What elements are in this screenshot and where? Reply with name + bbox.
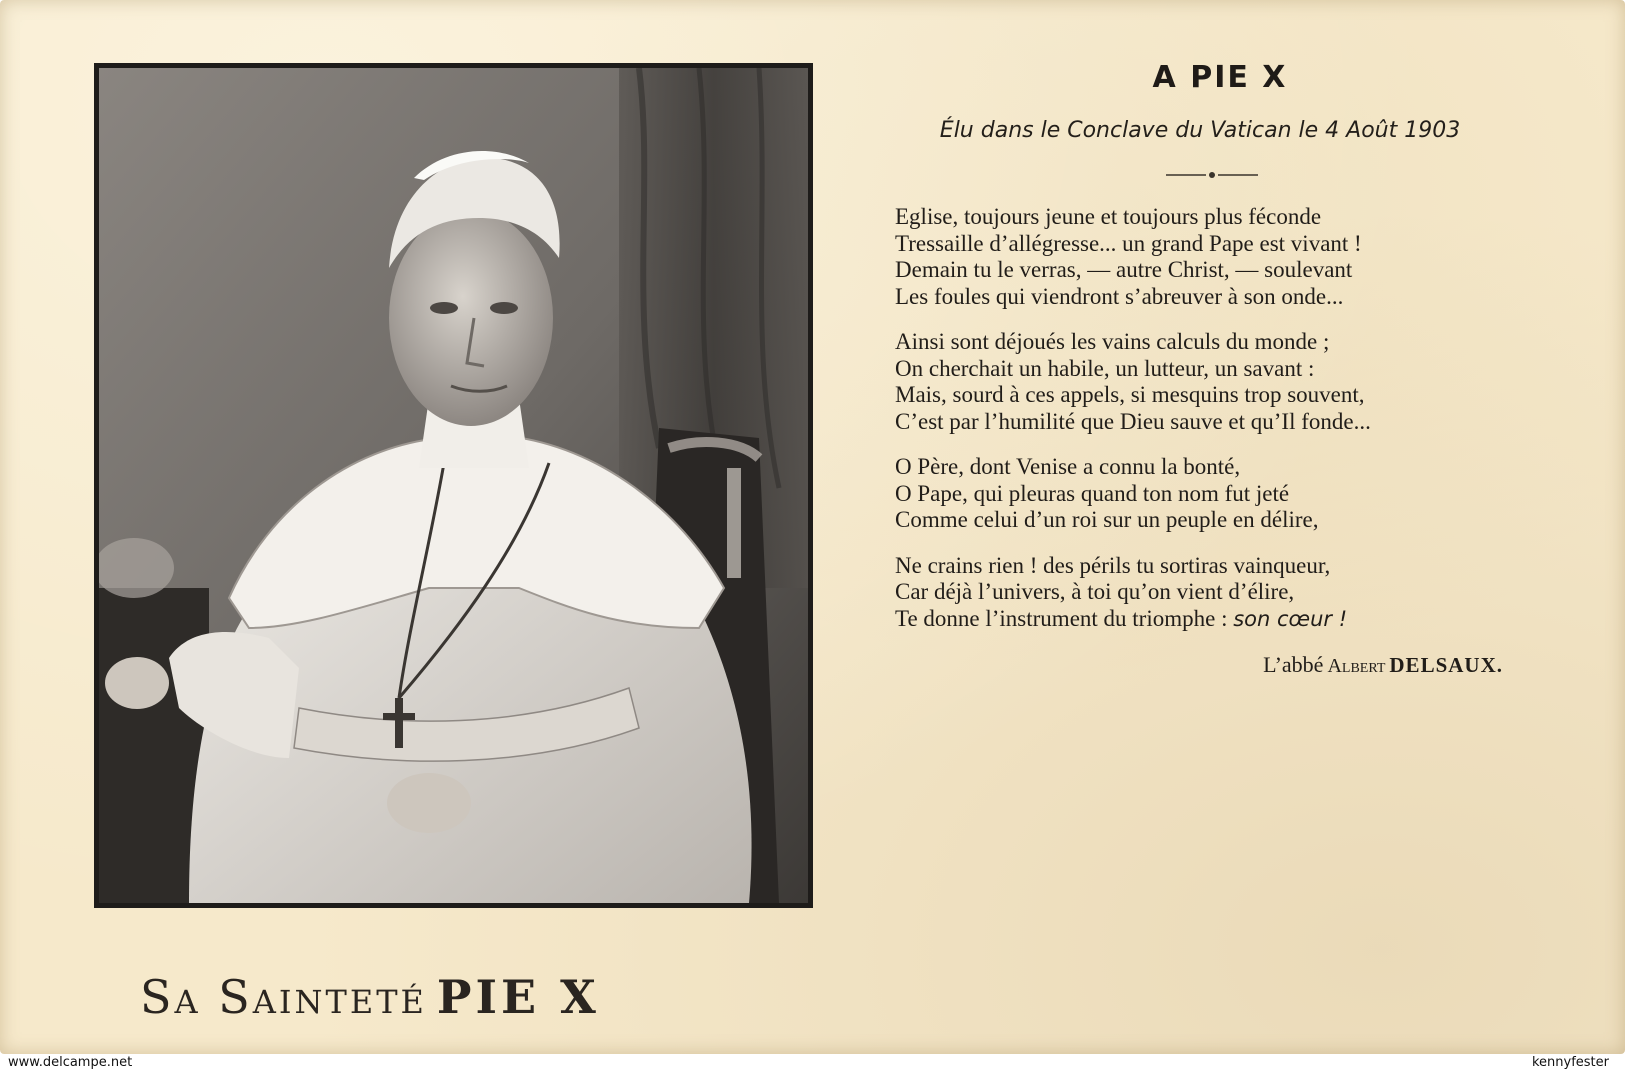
portrait-illustration — [99, 68, 808, 903]
poem-last-line — [895, 606, 1515, 633]
poem-line: O Pape, qui pleuras quand ton nom fut jeté — [895, 480, 1290, 506]
last-line-plain: Te donne l’instrument du triomphe : — [895, 605, 1234, 631]
poem-line: Les foules qui viendront s’abreuver à son onde... — [895, 283, 1344, 309]
poem-line: Comme celui d’un roi sur un peuple en délire, — [895, 507, 1319, 532]
poem-subtitle: Élu dans le Conclave du Vatican le 4 Août 1903 — [939, 118, 1461, 143]
poem-line: Demain tu le verras, — autre Christ, — soulevant — [895, 257, 1353, 282]
stanza-1 — [895, 204, 1515, 310]
poem-line: Ainsi sont déjoués les vains calculs du monde ; — [895, 329, 1330, 354]
author-first-name: Albert — [1327, 655, 1386, 677]
pope-portrait-photo — [94, 63, 813, 908]
poem-line: Tressaille d’allégresse... un grand Pape est vivant ! — [895, 230, 1362, 256]
watermark-strip — [0, 1054, 1625, 1071]
divider-ornament — [1166, 170, 1258, 180]
watermark-right: kennyfester — [1531, 1055, 1609, 1070]
poem-line: Ne crains rien ! des périls tu sortiras vainqueur, — [895, 552, 1331, 578]
stanza-4 — [895, 553, 1515, 633]
poem-line: O Père, dont Venise a connu la bonté, — [895, 454, 1241, 479]
poem-line: Car déjà l’univers, à toi qu’on vient d’élire, — [895, 579, 1295, 604]
watermark-left: www.delcampe.net — [8, 1055, 133, 1070]
author-last-name: DELSAUX. — [1389, 653, 1503, 677]
stanza-2 — [895, 329, 1515, 435]
poem-line: Eglise, toujours jeune et toujours plus féconde — [895, 204, 1322, 229]
poem-title: A PIE X — [1152, 60, 1288, 95]
poem-line: C’est par l’humilité que Dieu sauve et qu’Il fonde... — [895, 408, 1371, 434]
last-line-italic: son cœur ! — [1233, 606, 1348, 631]
poem — [895, 204, 1515, 651]
author-prefix: L’abbé — [1263, 652, 1324, 677]
stanza-3 — [895, 454, 1515, 534]
portrait-caption — [140, 970, 760, 1030]
poem-author — [1263, 652, 1503, 678]
caption-title: Sa Sainteté — [140, 970, 427, 1024]
poem-line: On cherchait un habile, un lutteur, un savant : — [895, 355, 1315, 381]
caption-name: PIE X — [436, 970, 600, 1024]
poem-line: Mais, sourd à ces appels, si mesquins trop souvent, — [895, 382, 1365, 407]
